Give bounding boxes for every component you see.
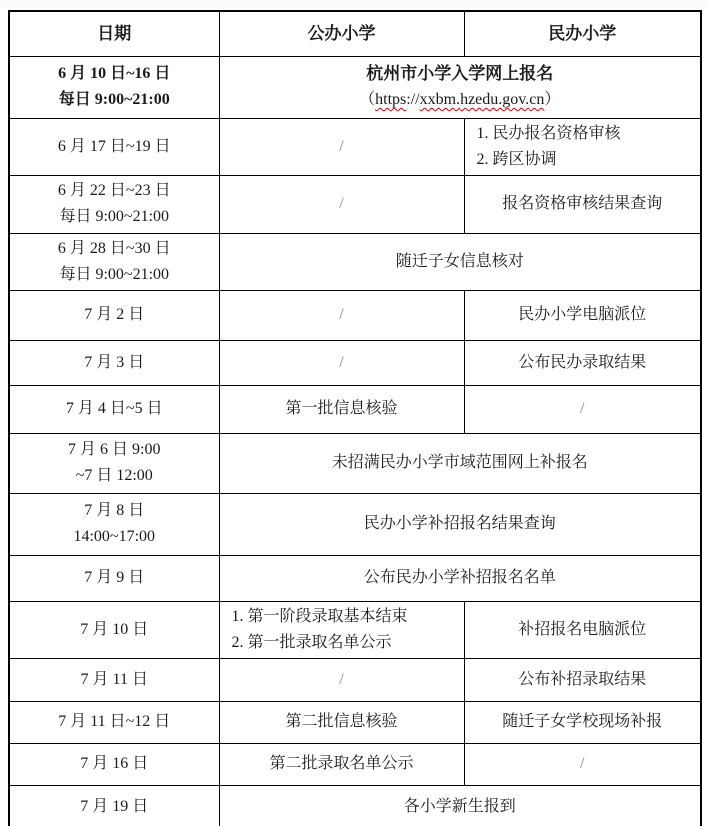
table-row xyxy=(9,555,701,601)
date-time-text: 每日 9:00~21:00 xyxy=(59,208,170,225)
private-school-cell xyxy=(464,175,701,233)
public-school-cell xyxy=(219,601,464,658)
public-school-cell xyxy=(219,743,464,785)
date-text: 7 月 6 日 9:00 xyxy=(68,441,161,458)
date-cell xyxy=(9,601,219,658)
cell-text: 随迁子女信息核对 xyxy=(395,252,524,270)
private-school-cell xyxy=(464,118,701,175)
date-text: 7 月 3 日 xyxy=(84,353,145,371)
public-school-cell xyxy=(219,290,464,340)
date-text: 7 月 8 日 xyxy=(84,502,145,519)
date-cell xyxy=(9,233,219,290)
list-item: 2. 第一批录取名单公示 xyxy=(231,633,392,651)
list-item: 1. 第一阶段录取基本结束 xyxy=(231,607,408,625)
private-school-cell xyxy=(464,701,701,743)
cell-text: 民办小学电脑派位 xyxy=(518,306,647,323)
private-school-cell xyxy=(464,340,701,385)
private-school-cell xyxy=(464,658,701,701)
date-cell xyxy=(9,56,219,118)
public-school-cell xyxy=(219,175,464,233)
date-time-text: 每日 9:00~21:00 xyxy=(59,265,170,283)
cell-text: 未招满民办小学市域范围网上补报名 xyxy=(331,454,588,471)
date-cell xyxy=(9,555,219,601)
paren-close: ） xyxy=(544,91,561,108)
cell-text: 各小学新生报到 xyxy=(403,797,516,815)
slash-placeholder: / xyxy=(339,353,344,371)
paren-open: （ xyxy=(359,91,376,108)
public-school-cell xyxy=(219,658,464,701)
merged-cell xyxy=(219,555,701,601)
date-cell xyxy=(9,118,219,175)
public-school-cell xyxy=(219,118,464,175)
merged-cell xyxy=(219,233,701,290)
date-text: 7 月 4 日~5 日 xyxy=(65,400,163,417)
cell-text: 第二批信息核验 xyxy=(285,713,398,730)
public-school-cell xyxy=(219,340,464,385)
cell-text: 补招报名电脑派位 xyxy=(518,620,647,638)
table-row xyxy=(9,658,701,701)
date-cell xyxy=(9,658,219,701)
slash-placeholder: / xyxy=(339,306,344,323)
url-part-hzedu: hzedu.gov. xyxy=(460,91,530,108)
cell-text: 公布民办小学补招报名名单 xyxy=(363,569,556,586)
list-item: 2. 跨区协调 xyxy=(476,150,557,168)
date-time-text: 14:00~17:00 xyxy=(73,528,156,545)
table-row xyxy=(9,493,701,555)
table-row xyxy=(9,56,701,118)
public-school-cell xyxy=(219,385,464,433)
private-school-cell xyxy=(464,743,701,785)
date-text: 6 月 28 日~30 日 xyxy=(57,239,171,257)
slash-placeholder: / xyxy=(580,400,585,417)
date-text: 6 月 10 日~16 日 xyxy=(58,65,171,82)
url-part-https: https xyxy=(375,91,407,108)
table-row xyxy=(9,701,701,743)
public-school-cell xyxy=(219,701,464,743)
private-school-cell xyxy=(464,290,701,340)
url-part-xxbm: xxbm. xyxy=(419,91,461,108)
cell-text: 公布补招录取结果 xyxy=(518,670,647,688)
date-cell xyxy=(9,493,219,555)
url-part-separator: :// xyxy=(406,91,420,108)
header-date: 日期 xyxy=(9,11,219,56)
enrollment-schedule-table xyxy=(8,10,702,826)
date-text: 7 月 10 日 xyxy=(80,620,149,638)
cell-text: 民办小学补招报名结果查询 xyxy=(363,515,556,532)
table-row xyxy=(9,743,701,785)
date-cell xyxy=(9,701,219,743)
date-text: 7 月 11 日 xyxy=(80,670,148,688)
date-cell xyxy=(9,175,219,233)
date-cell xyxy=(9,433,219,493)
merged-cell xyxy=(219,56,701,118)
date-cell xyxy=(9,743,219,785)
table-header-row xyxy=(9,11,701,56)
date-time-text: 每日 9:00~21:00 xyxy=(58,91,170,108)
url-part-cn: cn xyxy=(529,91,545,108)
table-row xyxy=(9,233,701,290)
slash-placeholder: / xyxy=(339,670,344,688)
slash-placeholder: / xyxy=(580,755,585,772)
registration-title: 杭州市小学入学网上报名 xyxy=(366,64,554,83)
date-cell xyxy=(9,290,219,340)
table-row xyxy=(9,340,701,385)
slash-placeholder: / xyxy=(339,195,344,212)
date-text: 7 月 2 日 xyxy=(84,306,145,323)
cell-text: 第一批信息核验 xyxy=(285,400,398,417)
table-row xyxy=(9,290,701,340)
date-text: 7 月 19 日 xyxy=(80,797,149,815)
cell-text: 公布民办录取结果 xyxy=(518,353,647,371)
registration-url xyxy=(224,87,697,113)
header-public-school: 公办小学 xyxy=(219,11,464,56)
merged-cell xyxy=(219,433,701,493)
merged-cell xyxy=(219,785,701,826)
header-private-school: 民办小学 xyxy=(464,11,701,56)
table-row xyxy=(9,118,701,175)
date-text: 7 月 16 日 xyxy=(80,755,149,772)
date-text: 7 月 11 日~12 日 xyxy=(58,713,171,730)
date-cell xyxy=(9,340,219,385)
table-row xyxy=(9,601,701,658)
table-row xyxy=(9,175,701,233)
page-top-margin xyxy=(0,0,709,8)
private-school-cell xyxy=(464,385,701,433)
cell-text: 随迁子女学校现场补报 xyxy=(502,713,663,730)
cell-text: 报名资格审核结果查询 xyxy=(502,195,663,212)
cell-text: 第二批录取名单公示 xyxy=(269,755,414,772)
date-cell xyxy=(9,785,219,826)
list-item: 1. 民办报名资格审核 xyxy=(476,124,621,142)
merged-cell xyxy=(219,493,701,555)
table-row xyxy=(9,433,701,493)
date-text: 6 月 22 日~23 日 xyxy=(57,182,171,199)
table-row xyxy=(9,385,701,433)
date-cell xyxy=(9,385,219,433)
table-row xyxy=(9,785,701,826)
slash-placeholder: / xyxy=(339,137,344,155)
date-text: 7 月 9 日 xyxy=(84,569,145,586)
date-time-text: ~7 日 12:00 xyxy=(75,467,153,484)
private-school-cell xyxy=(464,601,701,658)
date-text: 6 月 17 日~19 日 xyxy=(57,137,171,155)
